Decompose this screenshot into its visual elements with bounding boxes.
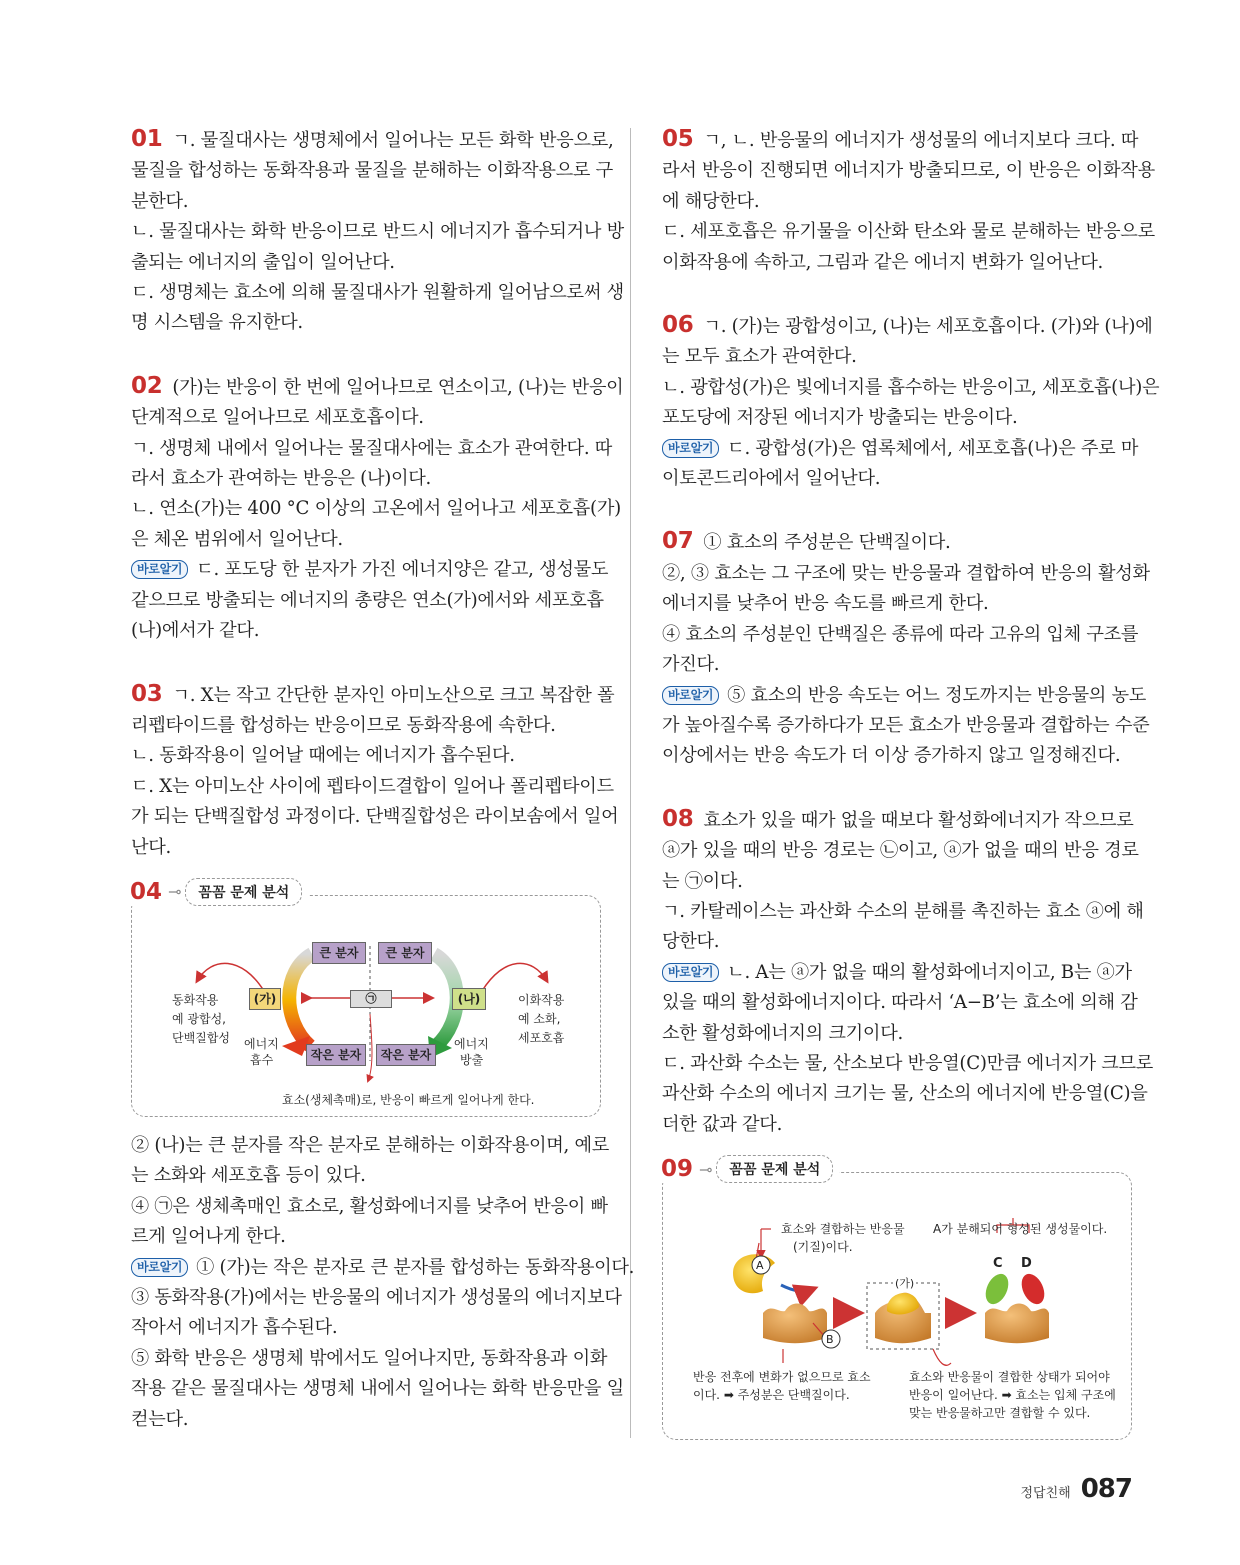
question-number: 02 (131, 372, 163, 399)
dash-connector: ⊸ (699, 1159, 713, 1179)
text-line: ③ 동화작용(가)에서는 반응물의 에너지가 생성물의 에너지보다 (131, 1286, 622, 1308)
dash-connector: ⊸ (168, 882, 182, 902)
text-line: 에 해당한다. (662, 190, 760, 212)
label-c: C (993, 1256, 1003, 1272)
text-line: 리펩타이드를 합성하는 반응이므로 동화작용에 속한다. (131, 714, 556, 736)
energy-absorb2: 흡수 (250, 1052, 274, 1067)
question-number: 07 (662, 528, 694, 555)
product-note: A가 분해되어 형성된 생성물이다. (933, 1222, 1108, 1237)
label-a: A (756, 1259, 764, 1273)
answer-09 (661, 1156, 1132, 1440)
text-line: 이화작용에 속하고, 그림과 같은 에너지 변화가 일어난다. (662, 251, 1104, 273)
text-line: ㄷ. 광합성(가)은 엽록체에서, 세포호흡(나)은 주로 마 (727, 437, 1139, 459)
question-number: 05 (662, 126, 694, 152)
text-line: 가 되는 단백질합성 과정이다. 단백질합성은 라이보솜에서 일어 (131, 806, 619, 828)
column-divider (630, 128, 631, 1438)
enzyme-caption: 효소(생체촉매)로, 반응이 빠르게 일어나게 한다. (282, 1092, 535, 1107)
text-line: ㄱ. (가)는 광합성이고, (나)는 세포호흡이다. (가)와 (나)에 (703, 316, 1153, 338)
text-line: ④ 효소의 주성분인 단백질은 종류에 따라 고유의 입체 구조를 (662, 623, 1139, 645)
text-line: 같으므로 방출되는 에너지의 총량은 연소(가)에서와 세포호흡 (131, 589, 604, 611)
question-number: 04 (130, 878, 163, 905)
catabolism-example2: 세포호흡 (518, 1030, 565, 1045)
correction-badge: 바로알기 (131, 560, 188, 579)
correction-badge: 바로알기 (131, 1258, 188, 1277)
anabolism-label: (가) (249, 988, 281, 1010)
text-line: ⑤ 화학 반응은 생명체 밖에서도 일어나지만, 동화작용과 이화 (131, 1347, 608, 1369)
text-line: ① 효소의 주성분은 단백질이다. (703, 532, 951, 554)
energy-absorb: 에너지 (244, 1036, 279, 1051)
catabolism-label: (나) (452, 988, 486, 1010)
text-line: 효소가 있을 때가 없을 때보다 활성화에너지가 작으므로 (703, 809, 1134, 831)
text-line: 단계적으로 일어나므로 세포호흡이다. (131, 407, 424, 429)
question-number: 01 (131, 126, 163, 152)
binding-note-1: 효소와 반응물이 결합한 상태가 되어야 (909, 1370, 1110, 1385)
enzyme-figure (661, 1156, 1132, 1440)
text-line: 있을 때의 활성화에너지이다. 따라서 ‘A−B’는 효소에 의해 감 (662, 992, 1138, 1014)
text-line: 컫는다. (131, 1408, 189, 1430)
text-line: 는 소화와 세포호흡 등이 있다. (131, 1165, 366, 1187)
text-line: 이토콘드리아에서 일어난다. (662, 468, 881, 490)
answer-03 (131, 679, 619, 863)
text-line: 물질을 합성하는 동화작용과 물질을 분해하는 이화작용으로 구 (131, 160, 613, 182)
enzyme-note-1: 반응 전후에 변화가 없으므로 효소 (693, 1370, 871, 1385)
text-line: 포도당에 저장된 에너지가 방출되는 반응이다. (662, 407, 1018, 429)
text-line: 당한다. (662, 931, 720, 953)
label-d: D (1021, 1256, 1032, 1272)
text-line: ④ ㉠은 생체촉매인 효소로, 활성화에너지를 낮추어 반응이 빠 (131, 1195, 608, 1217)
text-line: 과산화 수소의 에너지 크기는 물, 산소의 에너지에 반응열(C)을 (662, 1083, 1148, 1105)
text-line: ㄴ. 물질대사는 화학 반응이므로 반드시 에너지가 흡수되거나 방 (131, 221, 624, 243)
text-line: ② (나)는 큰 분자를 작은 분자로 분해하는 이화작용이며, 예로 (131, 1134, 610, 1156)
text-line: ㄱ. X는 작고 간단한 분자인 아미노산으로 크고 복잡한 폴 (172, 684, 615, 706)
binding-note-2: 반응이 일어난다. ➡ 효소는 입체 구조에 (909, 1388, 1116, 1403)
text-line: ②, ③ 효소는 그 구조에 맞는 반응물과 결합하여 반응의 활성화 (662, 562, 1150, 584)
text-line: ㄱ. 물질대사는 생명체에서 일어나는 모든 화학 반응으로, (172, 130, 614, 151)
correction-badge: 바로알기 (662, 963, 719, 982)
answer-08 (662, 804, 1153, 1140)
text-line: 에너지를 낮추어 반응 속도를 빠르게 한다. (662, 593, 989, 615)
right-column (661, 124, 1160, 1472)
correction-badge: 바로알기 (662, 439, 719, 458)
text-line: ㄴ. A는 ⓐ가 없을 때의 활성화에너지이고, B는 ⓐ가 (727, 961, 1132, 983)
big-molecule-box: 큰 분자 (378, 942, 432, 964)
label-b: B (826, 1333, 834, 1347)
text-line: ① (가)는 작은 분자로 큰 분자를 합성하는 동화작용이다. (196, 1256, 635, 1278)
answer-02 (131, 371, 624, 647)
text-line: 난다. (131, 836, 172, 858)
anabolism-example: 예 광합성, (172, 1011, 226, 1026)
text-line: ㄷ. 생명체는 효소에 의해 물질대사가 원활하게 일어남으로써 생 (131, 282, 624, 304)
text-line: (나)에서가 같다. (131, 620, 260, 642)
answer-07 (662, 526, 1150, 771)
substrate-note2: (기질)이다. (793, 1240, 853, 1255)
answer-04 (130, 878, 635, 1435)
text-line: ㄴ. 동화작용이 일어날 때에는 에너지가 흡수된다. (131, 745, 515, 767)
text-line: 출되는 에너지의 출입이 일어난다. (131, 251, 395, 273)
substrate-note: 효소와 결합하는 반응물 (781, 1222, 905, 1237)
binding-note-3: 맞는 반응물하고만 결합할 수 있다. (909, 1406, 1091, 1421)
product-d-shape (1017, 1270, 1049, 1307)
text-line: 가 높아질수록 증가하다가 모든 효소가 반응물과 결합하는 수준 (662, 714, 1150, 736)
catabolism-example: 예 소화, (518, 1011, 561, 1026)
text-line: ㄱ, ㄴ. 반응물의 에너지가 생성물의 에너지보다 크다. 따 (703, 130, 1139, 151)
page-footer (1020, 1474, 1132, 1504)
text-line: 작아서 에너지가 흡수된다. (131, 1317, 338, 1339)
question-number: 09 (661, 1156, 694, 1183)
complex-label: (가) (895, 1277, 915, 1291)
text-line: 는 ㉠이다. (662, 870, 743, 892)
text-line: (가)는 반응이 한 번에 일어나므로 연소이고, (나)는 반응이 (172, 376, 624, 398)
enzyme-symbol: ㉠ (350, 990, 392, 1008)
catabolism-text: 이화작용 (518, 992, 565, 1007)
anabolism-example2: 단백질합성 (172, 1030, 230, 1045)
page-number: 087 (1080, 1474, 1132, 1504)
text-line: 이상에서는 반응 속도가 더 이상 증가하지 않고 일정해진다. (662, 745, 1121, 767)
text-line: 르게 일어나게 한다. (131, 1226, 286, 1248)
energy-release2: 방출 (460, 1052, 484, 1067)
small-molecule-box: 작은 분자 (306, 1044, 366, 1066)
question-number: 03 (131, 680, 163, 707)
text-line: ㄱ. 생명체 내에서 일어나는 물질대사에는 효소가 관여한다. 따 (131, 437, 613, 459)
text-line: ㄴ. 연소(가)는 400 °C 이상의 고온에서 일어나고 세포호흡(가) (131, 498, 621, 520)
answer-01 (131, 124, 624, 339)
text-line: ⑤ 효소의 반응 속도는 어느 정도까지는 반응물의 농도 (727, 684, 1147, 706)
question-number: 08 (662, 805, 694, 832)
footer-label: 정답친해 (1020, 1486, 1071, 1501)
answer-05 (662, 124, 1155, 278)
analysis-tab: 꼼꼼 문제 분석 (185, 878, 302, 906)
text-line: 분한다. (131, 190, 189, 212)
text-line: ㄷ. X는 아미노산 사이에 펩타이드결합이 일어나 폴리펩타이드 (131, 775, 614, 797)
text-line: 더한 값과 같다. (662, 1113, 783, 1135)
product-c-shape (981, 1270, 1013, 1307)
text-line: 소한 활성화에너지의 크기이다. (662, 1022, 903, 1044)
text-line: ㄷ. 포도당 한 분자가 가진 에너지양은 같고, 생성물도 (196, 559, 609, 581)
enzyme-note-2: 이다. ➡ 주성분은 단백질이다. (693, 1388, 850, 1403)
small-molecule-box: 작은 분자 (376, 1044, 436, 1066)
text-line: 은 체온 범위에서 일어난다. (131, 528, 343, 550)
text-line: ⓐ가 있을 때의 반응 경로는 ㉡이고, ⓐ가 없을 때의 반응 경로 (662, 840, 1139, 862)
text-line: 는 모두 효소가 관여한다. (662, 346, 857, 368)
correction-badge: 바로알기 (662, 686, 719, 705)
text-line: ㄷ. 과산화 수소는 물, 산소보다 반응열(C)만큼 에너지가 크므로 (662, 1052, 1153, 1074)
answer-06 (662, 310, 1160, 494)
metabolism-figure (130, 878, 601, 1117)
left-column (130, 124, 635, 1467)
question-number: 06 (662, 312, 694, 339)
text-line: 명 시스템을 유지한다. (131, 312, 303, 334)
analysis-tab: 꼼꼼 문제 분석 (716, 1155, 833, 1183)
energy-release: 에너지 (454, 1036, 489, 1051)
text-line: 라서 반응이 진행되면 에너지가 방출되므로, 이 반응은 이화작용 (662, 160, 1155, 182)
big-molecule-box: 큰 분자 (312, 942, 366, 964)
synthesis-arrow (289, 954, 312, 1046)
text-line: ㄱ. 카탈레이스는 과산화 수소의 분해를 촉진하는 효소 ⓐ에 해 (662, 900, 1144, 922)
text-line: ㄷ. 세포호흡은 유기물을 이산화 탄소와 물로 분해하는 반응으로 (662, 221, 1155, 243)
text-line: 라서 효소가 관여하는 반응은 (나)이다. (131, 468, 432, 490)
enzyme-shape (763, 1304, 827, 1344)
text-line: 작용 같은 물질대사는 생명체 내에서 일어나는 화학 반응만을 일 (131, 1378, 624, 1400)
anabolism-text: 동화작용 (172, 992, 219, 1007)
text-line: ㄴ. 광합성(가)은 빛에너지를 흡수하는 반응이고, 세포호흡(나)은 (662, 376, 1160, 398)
text-line: 가진다. (662, 654, 720, 676)
